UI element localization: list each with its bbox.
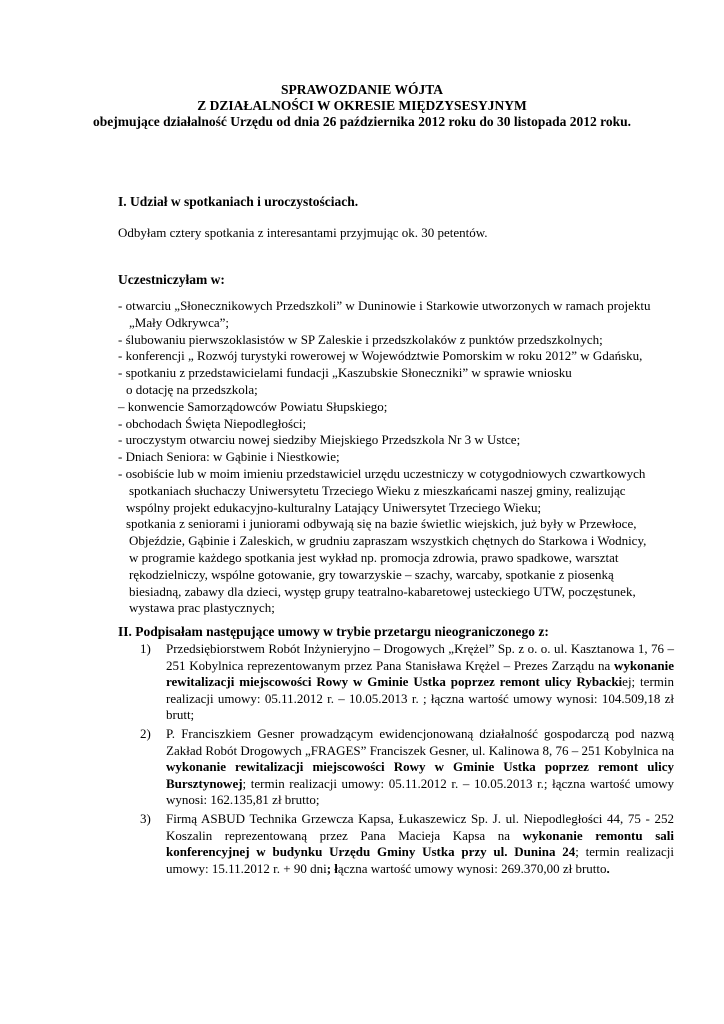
report-period: obejmujące działalność Urzędu od dnia 26 października 2012 roku do 30 listopada 2012 roku. bbox=[92, 114, 632, 129]
contract-party: P. Franciszkiem Gesner prowadzącym ewidencjonowaną działalność gospodarczą pod nazwą Zakład Robót Drogowych „FRAGES” Franciszek Gesner, ul. Kalinowa 8, 76 – 251 Kobylnica na bbox=[166, 725, 674, 758]
list-item: - ślubowaniu pierwszoklasistów w SP Zaleskie i przedszkolaków z punktów przedszkolnych; bbox=[118, 331, 603, 347]
contract-end: . bbox=[606, 860, 610, 876]
contract-subject: wykonanie rewitalizacji miejscowości Rowy w Gminie Ustka poprzez remont ulicy Bursztynowej bbox=[166, 759, 674, 791]
list-item: w programie każdego spotkania jest wykład np. promocja zdrowia, prawo spadkowe, warsztat bbox=[129, 549, 619, 565]
list-item: - osobiście lub w moim imieniu przedstawiciel urzędu uczestniczy w cotygodniowych czwartkowych bbox=[118, 465, 646, 481]
list-item: „Mały Odkrywca”; bbox=[129, 314, 229, 330]
report-title: SPRAWOZDANIE WÓJTA bbox=[281, 82, 443, 97]
contract-number: 3) bbox=[140, 810, 151, 826]
contract-item-2 bbox=[118, 726, 674, 809]
report-subtitle: Z DZIAŁALNOŚCI W OKRESIE MIĘDZYSESYJNYM bbox=[197, 98, 527, 113]
list-item: - obchodach Święta Niepodległości; bbox=[118, 415, 307, 431]
contract-item-1 bbox=[118, 641, 674, 724]
contract-party: Firmą ASBUD Technika Grzewcza Kapsa, Łukaszewicz Sp. J. ul. Niepodległości 44, 75 - 252 Koszalin reprezentowaną przez Pana Macieja Kapsa na bbox=[166, 810, 674, 843]
list-item: – konwencie Samorządowców Powiatu Słupskiego; bbox=[118, 398, 388, 414]
meetings-list bbox=[118, 298, 674, 617]
contract-party: Przedsiębiorstwem Robót Inżynieryjno – Drogowych „Krężel” Sp. z o. o. ul. Kasztanowa 1, 76 – 251 Kobylnica reprezentowanym przez Pana Stanisława Krężel – Prezes Zarządu na bbox=[166, 641, 674, 673]
contract-terms: ; termin realizacji umowy: 05.11.2012 r. – 10.05.2013 r.; łączna wartość umowy wynosi: 162.135,81 zł brutto; bbox=[166, 775, 674, 808]
list-item: - spotkaniu z przedstawicielami fundacji „Kaszubskie Słoneczniki” w sprawie wniosku bbox=[118, 365, 572, 381]
contract-number: 1) bbox=[140, 641, 151, 656]
list-item: rękodzielniczy, wspólne gotowanie, gry towarzyskie – szachy, warcaby, spotkanie z piosenką bbox=[129, 566, 614, 582]
contract-number: 2) bbox=[140, 725, 151, 741]
list-item: - otwarciu „Słonecznikowych Przedszkoli” w Duninowie i Starkowie utworzonych w ramach projektu bbox=[118, 298, 651, 313]
list-item: Objeździe, Gąbinie i Zaleskich, w grudniu zapraszam wszystkich chętnych do Starkowa i Wodnicy, bbox=[129, 533, 647, 549]
list-item: wspólny projekt edukacyjno-kulturalny Latający Uniwersytet Trzeciego Wieku; bbox=[126, 499, 542, 515]
list-item: - uroczystym otwarciu nowej siedziby Miejskiego Przedszkola Nr 3 w Ustce; bbox=[118, 432, 521, 448]
contract-terms: ej; termin realizacji umowy: 05.11.2012 r. – 10.05.2013 r. ; łączna wartość umowy wynosi: 104.509,18 zł brutt; bbox=[166, 674, 674, 723]
contract-terms: ; termin realizacji umowy: 15.11.2012 r. + 90 dni bbox=[166, 844, 674, 876]
contract-subject: wykonanie remontu sali konferencyjnej w budynku Urzędu Gminy Ustka przy ul. Dunina 24 bbox=[166, 827, 674, 860]
list-item: spotkaniach słuchaczy Uniwersytetu Trzeciego Wieku z mieszkańcami naszej gminy, realizując bbox=[129, 482, 626, 498]
section1-intro: Odbyłam cztery spotkania z interesantami przyjmując ok. 30 petentów. bbox=[118, 225, 488, 240]
list-item: o dotację na przedszkola; bbox=[126, 381, 258, 397]
list-item: - Dniach Seniora: w Gąbinie i Niestkowie; bbox=[118, 449, 340, 465]
section1-heading: I. Udział w spotkaniach i uroczystościach. bbox=[118, 194, 359, 209]
section1-subheading: Uczestniczyłam w: bbox=[118, 272, 225, 287]
section2-heading: II. Podpisałam następujące umowy w trybie przetargu nieograniczonego z: bbox=[118, 624, 549, 639]
contract-subject: wykonanie rewitalizacji miejscowości Rowy w Gminie Ustka poprzez remont ulicy Rybacki bbox=[166, 657, 674, 690]
list-item: - konferencji „ Rozwój turystyki rowerowej w Województwie Pomorskim w roku 2012” w Gdańsku, bbox=[118, 348, 643, 364]
contract-value: ączna wartość umowy wynosi: 269.370,00 zł brutto bbox=[337, 860, 607, 876]
list-item: spotkania z seniorami i juniorami odbywają się na bazie świetlic wiejskich, już były w Przewłoce, bbox=[126, 516, 637, 532]
contract-separator: ; ł bbox=[326, 860, 338, 876]
contract-item-3 bbox=[118, 811, 674, 877]
list-item: wystawa prac plastycznych; bbox=[129, 600, 275, 616]
list-item: biesiadną, zabawy dla dzieci, występ grupy teatralno-kabaretowej usteckiego UTW, poczęstunek, bbox=[129, 583, 636, 599]
contracts-list bbox=[118, 641, 674, 879]
